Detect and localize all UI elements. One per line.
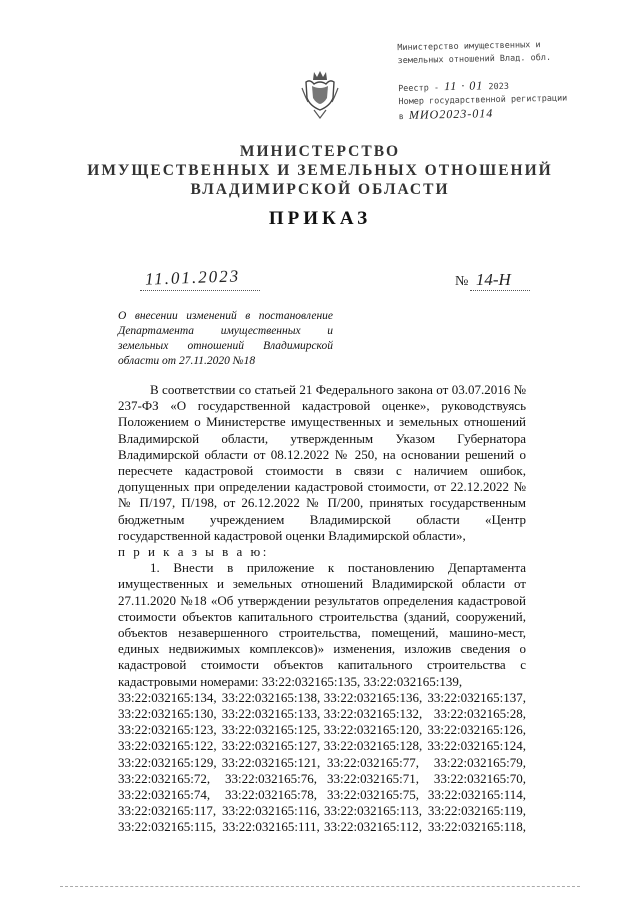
cadastral-number: 33:22:032165:123, [118, 722, 217, 738]
cadastral-number: 33:22:032165:129, [118, 754, 217, 770]
cadastral-number: 33:22:032165:79, [433, 754, 526, 770]
cadastral-number: 33:22:032165:121, [221, 754, 321, 770]
cadastral-number: 33:22:032165:133, [221, 706, 321, 722]
cadastral-number: 33:22:032165:112, [323, 819, 423, 835]
coat-of-arms-icon [300, 68, 340, 120]
stamp-line: Министерство имущественных и [397, 40, 541, 54]
cadastral-number: 33:22:032165:77, [326, 754, 420, 770]
order-number [455, 270, 511, 290]
cadastral-number: 33:22:032165:119, [427, 803, 526, 819]
cadastral-number: 33:22:032165:118, [427, 819, 526, 835]
order-word: п р и к а з ы в а ю: [118, 544, 269, 560]
number-underline [470, 290, 530, 291]
stamp-regnum: МИО2023-014 [408, 106, 494, 122]
cadastral-number: 33:22:032165:71, [326, 770, 420, 786]
order-date: 11.01.2023 [144, 266, 241, 289]
cadastral-number: 33:22:032165:124, [427, 738, 526, 754]
cadastral-number: 33:22:032165:74, [118, 787, 211, 803]
cadastral-number: 33:22:032165:132, [323, 706, 423, 722]
cadastral-number: 33:22:032165:127, [221, 738, 321, 754]
cadastral-number: 33:22:032165:78, [224, 787, 318, 803]
stamp-registry-year: 2023 [488, 81, 510, 93]
stamp-line: земельных отношений Влад. обл. [397, 52, 552, 67]
cadastral-number: 33:22:032165:137, [427, 689, 526, 705]
cadastral-number: 33:22:032165:125, [221, 722, 321, 738]
cadastral-number: 33:22:032165:138, [221, 689, 321, 705]
page-bottom-rule [60, 886, 580, 887]
stamp-line: Номер государственной регистрации [398, 93, 568, 108]
cadastral-number: 33:22:032165:117, [118, 803, 217, 819]
cadastral-number: 33:22:032165:122, [118, 738, 217, 754]
document-type-title: ПРИКАЗ [268, 208, 372, 229]
ministry-header [0, 142, 640, 199]
ministry-line: ВЛАДИМИРСКОЙ ОБЛАСТИ [190, 181, 450, 198]
cadastral-number: 33:22:032165:136, [323, 689, 423, 705]
cadastral-number: 33:22:032165:28, [433, 706, 526, 722]
preamble-paragraph: В соответствии со статьей 21 Федерального закона от 03.07.2016 № 237-ФЗ «О государственной кадастровой оценке», руководствуясь Положением о Министерстве имущественных и земельных отношений Владимирской области, утвержденным Указом Губернатора Владимирской области от 08.12.2022 № 250, на основании решений о пересчете кадастровой стоимости в связи с наличием ошибок, допущенных при определении кадастровой стоимости, от 22.12.2022 №№ П/197, П/198, от 26.12.2022 № П/200, принятых государственным бюджетным учреждением Владимирской области «Центр государственной кадастровой оценки Владимирской области», [118, 382, 526, 543]
date-underline [140, 290, 260, 291]
cadastral-number: 33:22:032165:111, [222, 819, 320, 835]
number-prefix: № [455, 274, 469, 289]
order-subject: О внесении изменений в постановление Департамента имущественных и земельных отношений Владимирской области от 27.11.2020 №18 [118, 310, 333, 367]
stamp-regnum-prefix: в [398, 111, 404, 123]
cadastral-number: 33:22:032165:115, [118, 819, 217, 835]
cadastral-number: 33:22:032165:126, [427, 722, 526, 738]
stamp-regnum-line [399, 105, 599, 124]
stamp-registry-date: 11 · 01 [444, 78, 484, 94]
cadastral-number: 33:22:032165:128, [323, 738, 423, 754]
cadastral-number: 33:22:032165:114, [427, 787, 526, 803]
order-body [118, 382, 526, 836]
cadastral-number: 33:22:032165:120, [323, 722, 423, 738]
stamp-registry-prefix: Реестр - [398, 83, 440, 95]
cadastral-number-list [118, 690, 526, 836]
ministry-line: МИНИСТЕРСТВО [239, 143, 401, 160]
registration-stamp [397, 38, 599, 124]
ministry-line: ИМУЩЕСТВЕННЫХ И ЗЕМЕЛЬНЫХ ОТНОШЕНИЙ [87, 162, 553, 179]
cadastral-number: 33:22:032165:70, [433, 770, 526, 786]
cadastral-number: 33:22:032165:130, [118, 706, 217, 722]
item-1-paragraph: 1. Внести в приложение к постановлению Департамента имущественных и земельных отношений Владимирской области от 27.11.2020 №18 «Об утверждении результатов определения кадастровой стоимости объектов капитального строительства (зданий, сооружений, объектов незавершенного строительства, помещений, машино-мест, единых недвижимых комплексов)» изменения, изложив сведения о кадастровой стоимости объектов капитального строительства с кадастровыми номерами: 33:22:032165:135, 33:22:032165:139, [118, 560, 526, 689]
cadastral-number: 33:22:032165:134, [118, 689, 217, 705]
cadastral-number: 33:22:032165:76, [224, 770, 318, 786]
cadastral-number: 33:22:032165:113, [323, 803, 423, 819]
number-value: 14-Н [475, 270, 511, 289]
cadastral-number: 33:22:032165:116, [221, 803, 321, 819]
cadastral-number: 33:22:032165:75, [326, 787, 420, 803]
cadastral-number: 33:22:032165:72, [118, 770, 211, 786]
